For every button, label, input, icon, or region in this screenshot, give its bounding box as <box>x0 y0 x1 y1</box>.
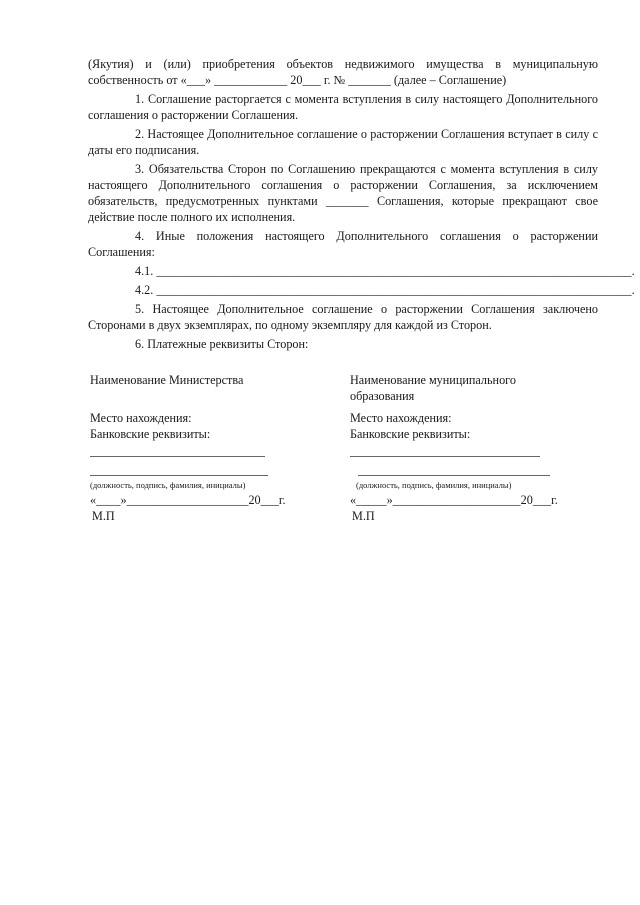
municipality-name-line2: образования <box>350 389 415 403</box>
blank-line <box>90 456 265 457</box>
blank-line <box>350 456 540 457</box>
signature-block-municipality <box>350 372 560 524</box>
clause-3: 3. Обязательства Сторон по Соглашению прекращаются с момента вступления в силу настоящего Дополнительного соглашения о расторжении Соглашения, за исключением обязательств, предусмотренных пунктами _______ Соглашения, которые прекращают свое действие после полного их исполнения. <box>88 162 598 224</box>
municipality-bank-details: Банковские реквизиты: <box>350 427 471 441</box>
ministry-signature-caption: (должность, подпись, фамилия, инициалы) <box>90 480 246 490</box>
municipality-date: «_____»_____________________20___г. <box>350 493 558 507</box>
municipality-signature-caption: (должность, подпись, фамилия, инициалы) <box>356 480 512 490</box>
ministry-date: «____»____________________20___г. <box>90 493 286 507</box>
clause-4: 4. Иные положения настоящего Дополнительного соглашения о расторжении Соглашения: <box>88 229 598 259</box>
signature-line <box>358 475 550 476</box>
ministry-bank-details: Банковские реквизиты: <box>90 427 211 441</box>
intro-paragraph: (Якутия) и (или) приобретения объектов недвижимого имущества в муниципальную собственность от «___» ____________ 20___ г. № _______ (далее – Соглашение) <box>88 57 598 87</box>
clause-4-1: 4.1. ______________________________________________________________________________. <box>135 264 635 278</box>
clause-1: 1. Соглашение расторгается с момента вступления в силу настоящего Дополнительного соглашения о расторжении Соглашения. <box>88 92 598 122</box>
municipality-signature-lines <box>350 442 560 480</box>
ministry-name: Наименование Министерства <box>90 373 244 387</box>
clause-4-2: 4.2. ______________________________________________________________________________. <box>135 283 635 297</box>
clause-2: 2. Настоящее Дополнительное соглашение о расторжении Соглашения вступает в силу с даты его подписания. <box>88 127 598 157</box>
ministry-location: Место нахождения: <box>90 411 192 425</box>
ministry-seal-mark: М.П <box>92 509 115 523</box>
municipality-seal-mark: М.П <box>352 509 375 523</box>
municipality-name-line1: Наименование муниципального <box>350 373 516 387</box>
clause-5: 5. Настоящее Дополнительное соглашение о расторжении Соглашения заключено Сторонами в двух экземплярах, по одному экземпляру для каждой из Сторон. <box>88 302 598 332</box>
ministry-signature-lines <box>90 442 310 480</box>
municipality-location: Место нахождения: <box>350 411 452 425</box>
signature-line <box>90 475 268 476</box>
signature-block-ministry <box>90 372 310 524</box>
clause-6: 6. Платежные реквизиты Сторон: <box>135 337 309 351</box>
agreement-body <box>88 56 635 355</box>
